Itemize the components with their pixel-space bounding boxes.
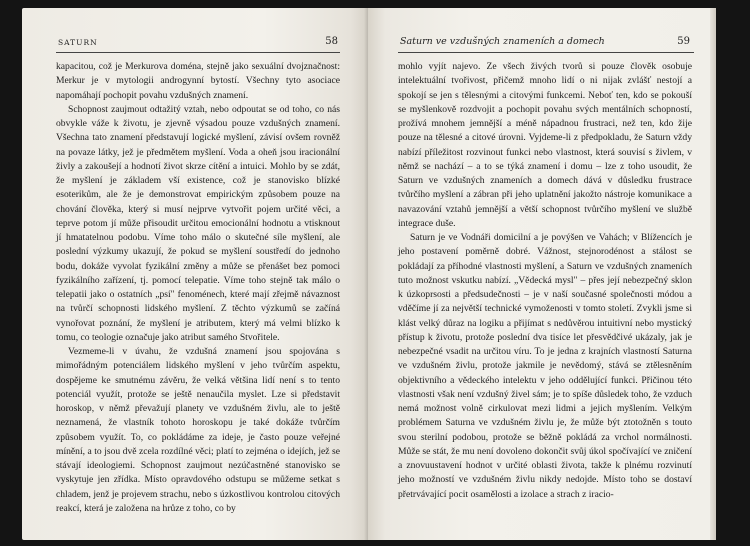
running-head-right: Saturn ve vzdušných znameních a domech [400, 36, 605, 47]
paragraph: Schopnost zaujmout odtažitý vztah, nebo odpoutat se od toho, co nás obvykle váže k životu, je zjevně výsadou pouze vzdušných znamení. Všechna tato znamení představují logické myšlení, závisí ovšem rovněž na povaze látky, jež je předmětem myšlení. Voda a oheň jsou iracionální živly a zakoušejí a hodnotí život skrze cítění a intuici. Mohlo by se zdát, že myšlení je základem vší existence, což je stanovisko blízké esoterikům, ale že je demonstrovat empirickým způsobem pouze na chování člověka, který si musí nejprve vytvořit pojem určité věci, a teprve potom jí může přisoudit určitou emocionální hodnotu a vtisknout jí hmatatelnou podobu. Víme toho málo o skutečné síle myšlení, ale poslední výzkumy ukazují, že pokud se myšlení soustředí do jednoho bodu, dokáže vyvolat fyzikální změny a může se přenášet bez pomoci fyzikálního zařízení, tj. pomocí telepatie. Víme toho stejně tak málo o telepatii jako o ostatních „psí" fenoménech, které mají zřejmě návaznost na tvůrčí schopnosti lidského myšlení. Z těchto výzkumů se začíná vynořovat poznání, že myšlení je atributem, který má velmi blízko k tomu, co teologie označuje jako atribut samého Stvořitele. [56, 103, 340, 343]
running-head-left: SATURN [58, 38, 98, 47]
right-page [368, 8, 716, 540]
header-rule-left [56, 52, 340, 53]
paragraph: Saturn je ve Vodnáři domicilní a je povýšen ve Vahách; v Blížencích je jeho postavení poměrně dobré. Vážnost, stejnorodénost a stálost se pokládají za příhodné vlastnosti myšlení, a Saturn ve vzdušných znameních tuto možnost vskutku nabízí. „Vědecká mysl" – přes její nebezpečný sklon k úzkoprsosti a předsudečnosti – je v naší současné společnosti módou a vděčíme jí za největší technické vymoženosti v tomto století. Zvykli jsme si klást velký důraz na logiku a přijímat s nedůvěrou intuitivní nebo mystický přístup k životu, protože poslední dva tisíce let přesvědčivé ukázaly, jak je nebezpečné vsadit na určitou víru. To je jedna z krajních vlastností Saturna ve vzdušném živlu, protože jakmile je nevědomý, stává se ztělesněním objektivního a vědeckého intelektu v jeho oddělující funkci. Přičinou této vlastnosti však není vzdušný živel sám; je to spíše důsledek toho, že vzduch nemá možnost volně cirkulovat mezi lidmi a jejich myšlením. Velkým problémem Saturna ve vzdušném živlu je, že může být ztotožněn s touto svou sterilní podobou, protože se běžně pokládá za vrchol normálnosti. Může se stát, že mu není dovoleno dokončit svůj úkol spočívající ve zničení a znovuustavení hodnot v určité oblasti života, takže k plnému rozvinutí jeho možností ve vzdušném živlu nikdy nedojde. Místo toho se dostaví přetrvávající pocit osamělosti a izolace a strach z iracio- [398, 232, 692, 500]
header-rule-right [398, 52, 694, 53]
left-page [22, 8, 368, 540]
page-number-left: 58 [325, 36, 338, 47]
paragraph: Vezmeme-li v úvahu, že vzdušná znamení jsou spojována s mimořádným potenciálem lidského myšlení v jeho tvůrčím aspektu, dospějeme ke smutnému závěru, že velká většina lidí není s to tento potenciál využít, protože se ještě nenaučila myslet. Lze si představit horoskop, v němž převažují planety ve vzdušném živlu, ale to ještě neznamená, že vlastník tohoto horoskopu je také dokáže tvůrčím způsobem využít. To, co pokládáme za ideje, je často pouze veřejné mínění, a to jsou dvě zcela rozdílné věci; platí to zejména o idejích, jež se stávají ideologiemi. Schopnost zaujmout nezúčastněné stanovisko se vyskytuje jen zřídka. Místo opravdového odstupu se můžeme setkat s chladem, jenž je projevem strachu, nebo s úzkostlivou kontrolou citových reakcí, která je založena na hrůze z toho, co by [56, 346, 340, 514]
body-text-right [398, 60, 692, 502]
paragraph: kapacitou, což je Merkurova doména, stejně jako sexuální dvojznačnost: Merkur je v mytologii androgynní bytostí. Všechny tyto asociace napomáhají pochopit povahu vzdušných znamení. [56, 61, 340, 101]
paragraph: mohlo vyjít najevo. Ze všech živých tvorů si pouze člověk osobuje intelektuální tvořivost, přičemž mnoho lidí o ni nijak zvlášť nestojí a spokojí se jen s tělesnými a citovými funkcemi. Neboť ten, kdo se pokouší se myšlenkově rozdvojit a pochopit povahu svých mentálních schopností, prožívá mnohem jemnější a méně nápadnou frustraci, než ten, kdo žije pouze na tělesné a citové úrovni. Vyjdeme-li z předpokladu, že Saturn vždy nabízí příležitost rozvinout funkci nebo vlastnost, která souvisí s živlem, v němž se nachází – a to se týká znamení i domu – lze z toho usoudit, že Saturn ve vzdušných znameních a domech dává v důsledku frustrace tvůrčího myšlení a zábran při jeho uplatnění jakožto nástroje komunikace a navazování vztahů jemnější a větší schopnost tvůrčího myšlení ve službě integrace duše. [398, 61, 692, 229]
body-text-left [56, 60, 340, 516]
page-number-right: 59 [677, 36, 690, 47]
